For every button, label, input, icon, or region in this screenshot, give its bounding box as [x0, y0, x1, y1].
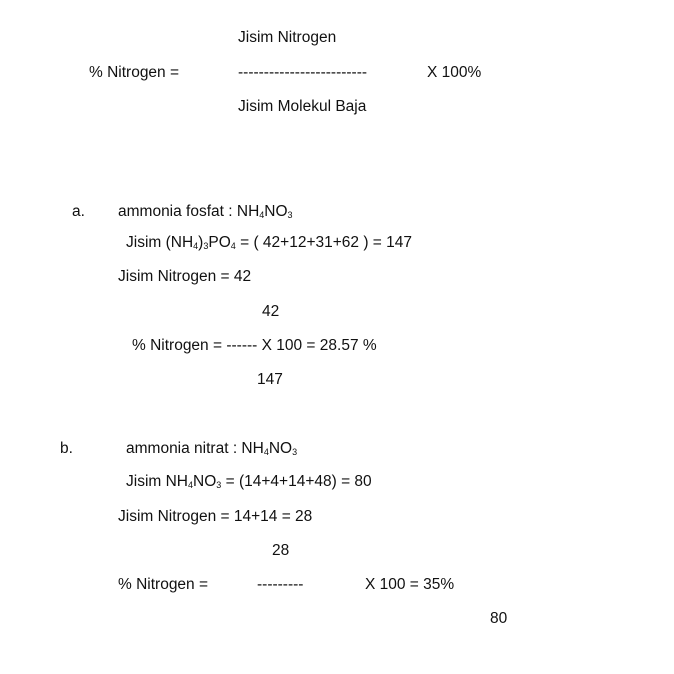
part-b-molecular-mass: Jisim $NH_4NO_3 = (14+4+14+48) = 80$	[126, 473, 372, 490]
formula-fraction-bar: -------------------------	[238, 64, 368, 81]
part-b-fraction-bar: ---------	[257, 576, 304, 593]
part-b-nitrogen-mass: Jisim Nitrogen = 14+14 = 28	[118, 508, 313, 525]
part-a-label: a.	[72, 203, 85, 220]
part-b-percent-lhs: % Nitrogen =	[118, 576, 209, 593]
part-b-title: ammonia nitrat : $NH_4NO_3$	[126, 440, 298, 457]
formula-multiplier: X 100%	[427, 64, 482, 81]
formula-lhs: % Nitrogen =	[89, 64, 180, 81]
formula-denominator: Jisim Molekul Baja	[238, 98, 367, 115]
part-a-molecular-mass: Jisim $(NH_4)_3PO_4$ = ( 42+12+31+62 ) = 147	[126, 234, 413, 251]
part-b-fraction-denominator: 80	[490, 610, 508, 627]
part-a-fraction-denominator: 147	[257, 371, 283, 388]
part-b-percent-result: X 100 = 35%	[365, 576, 455, 593]
part-a-percent-calculation: % Nitrogen = ------ X 100 = 28.57 %	[132, 337, 377, 354]
part-b-fraction-numerator: 28	[272, 542, 290, 559]
part-a-fraction-numerator: 42	[262, 303, 280, 320]
part-a-title: ammonia fosfat : $NH_4NO_3$	[118, 203, 293, 220]
part-a-nitrogen-mass: Jisim Nitrogen = 42	[118, 268, 252, 285]
formula-numerator: Jisim Nitrogen	[238, 29, 337, 46]
part-b-label: b.	[60, 440, 73, 457]
